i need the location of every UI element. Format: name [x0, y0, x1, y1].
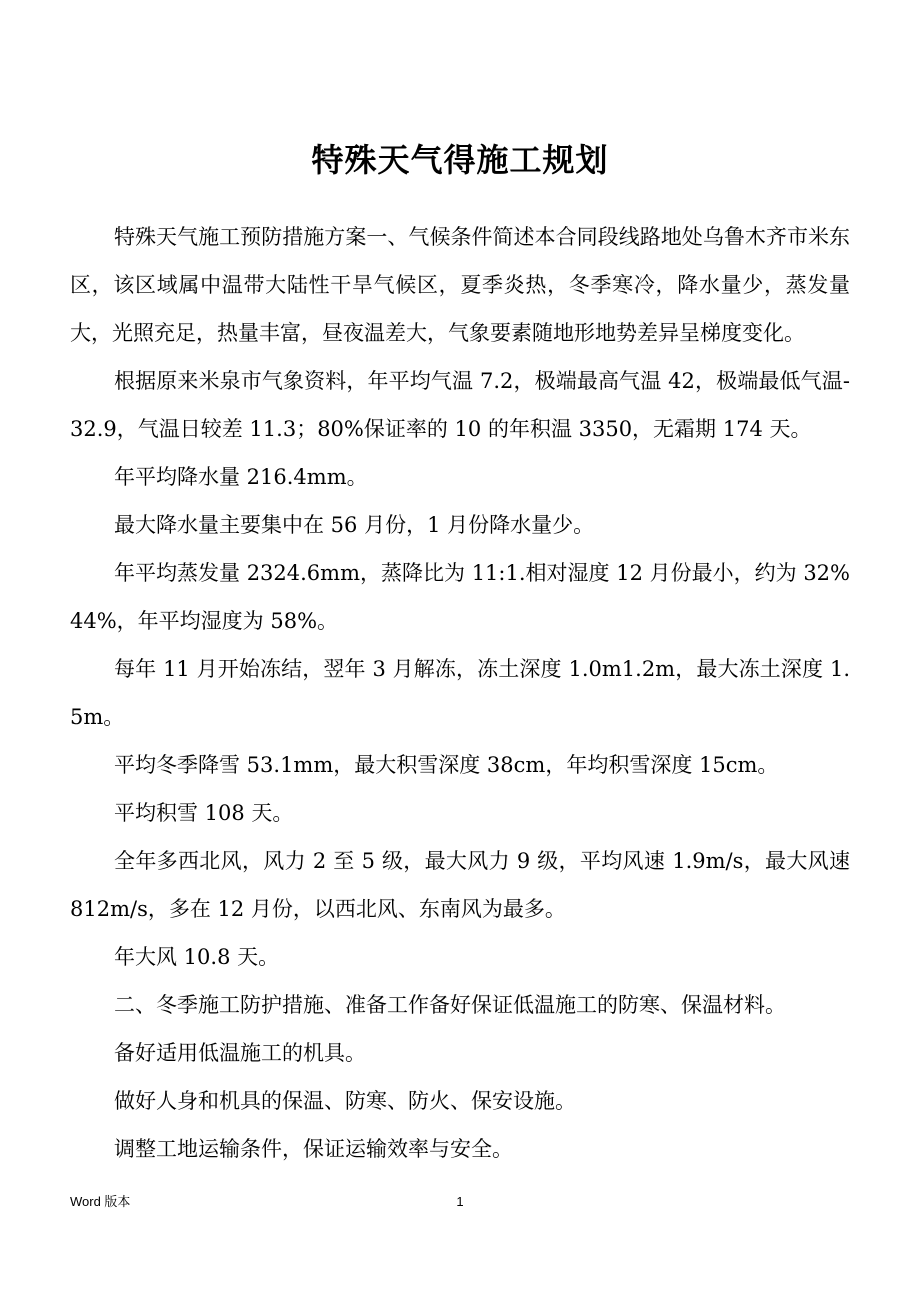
paragraph: 二、冬季施工防护措施、准备工作备好保证低温施工的防寒、保温材料。: [114, 993, 786, 1017]
paragraph: 特殊天气施工预防措施方案一、气候条件简述本合同段线路地处乌鲁木齐市米东区，该区域属中温带大陆性干旱气候区，夏季炎热，冬季寒冷，降水量少，蒸发量大，光照充足，热量丰富，昼夜温差大，气象要素随地形地势差异呈梯度变化。: [70, 225, 850, 345]
paragraph: 年平均蒸发量 2324.6mm，蒸降比为 11:1.相对湿度 12 月份最小，约为 32%44%，年平均湿度为 58%。: [70, 561, 850, 633]
paragraph: 最大降水量主要集中在 56 月份，1 月份降水量少。: [114, 513, 595, 537]
footer-version-label: Word 版本: [70, 1194, 131, 1209]
document-title: 特殊天气得施工规划: [311, 141, 609, 179]
footer-page-number: 1: [456, 1194, 464, 1209]
paragraph: 平均冬季降雪 53.1mm，最大积雪深度 38cm，年均积雪深度 15cm。: [114, 753, 779, 777]
paragraph: 平均积雪 108 天。: [114, 801, 294, 825]
paragraph: 全年多西北风，风力 2 至 5 级，最大风力 9 级，平均风速 1.9m/s，最大风速 812m/s，多在 12 月份，以西北风、东南风为最多。: [70, 849, 850, 921]
paragraph: 做好人身和机具的保温、防寒、防火、保安设施。: [114, 1089, 576, 1113]
paragraph: 年大风 10.8 天。: [114, 945, 280, 969]
paragraph: 年平均降水量 216.4mm。: [114, 465, 368, 489]
paragraph: 每年 11 月开始冻结，翌年 3 月解冻，冻土深度 1.0m1.2m，最大冻土深度 1.5m。: [70, 657, 850, 729]
paragraph: 备好适用低温施工的机具。: [114, 1041, 366, 1065]
paragraph: 根据原来米泉市气象资料，年平均气温 7.2，极端最高气温 42，极端最低气温-32.9，气温日较差 11.3；80%保证率的 10 的年积温 3350，无霜期 174 天。: [70, 369, 850, 441]
document-body: [70, 213, 850, 1183]
paragraph: 调整工地运输条件，保证运输效率与安全。: [114, 1137, 513, 1161]
